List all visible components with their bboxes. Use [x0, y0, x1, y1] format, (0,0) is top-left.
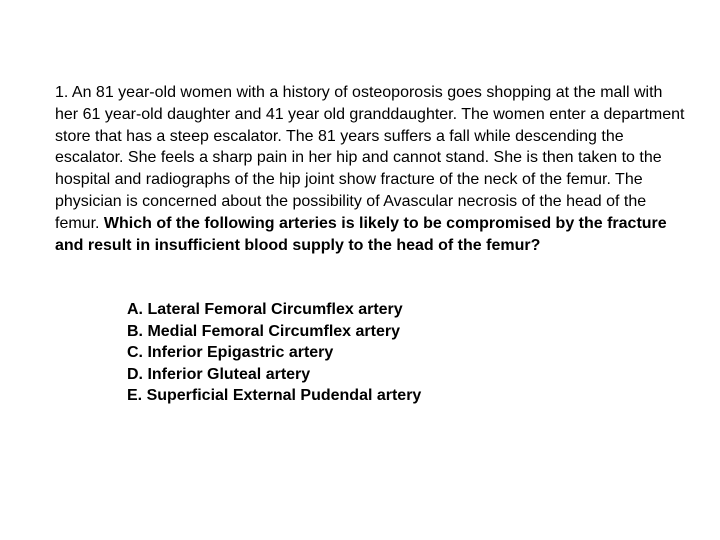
- question-stem: 1. An 81 year-old women with a history of osteoporosis goes shopping at the mall with her 61 year-old daughter and 41 year old granddaughter. The women enter a department store that has a steep escalator. The 81 years suffers a fall while descending the escalator. She feels a sharp pain in her hip and cannot stand. She is then taken to the hospital and radiographs of the hip joint show fracture of the neck of the femur. The physician is concerned about the possibility of Avascular necrosis of the head of the femur.: [55, 84, 685, 232]
- answer-options: [127, 299, 421, 407]
- option-b: B. Medial Femoral Circumflex artery: [127, 322, 400, 340]
- question-prompt: Which of the following arteries is likely to be compromised by the fracture and result in insufficient blood supply to the head of the femur?: [55, 214, 667, 254]
- option-d: D. Inferior Gluteal artery: [127, 365, 311, 383]
- option-e: E. Superficial External Pudendal artery: [127, 387, 422, 404]
- option-a: A. Lateral Femoral Circumflex artery: [127, 301, 403, 318]
- option-c: C. Inferior Epigastric artery: [127, 344, 334, 361]
- question-text: [55, 82, 685, 256]
